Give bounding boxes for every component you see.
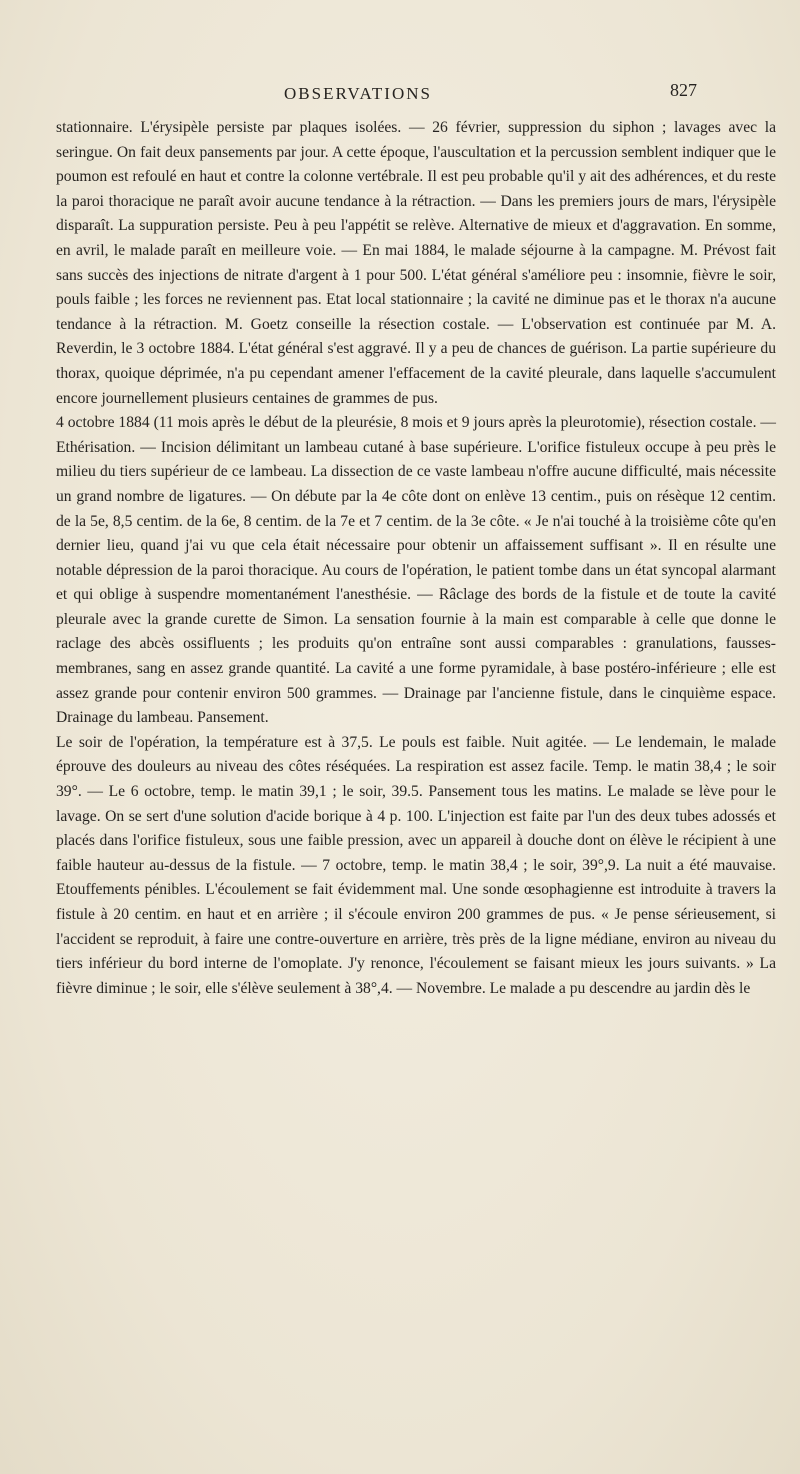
body-text [56, 116, 776, 1001]
paragraph-3: Le soir de l'opération, la température est à 37,5. Le pouls est faible. Nuit agitée. — Le lendemain, le malade éprouve des douleurs au niveau des côtes réséquées. La respiration est assez facile. Temp. le matin 38,4 ; le soir 39°. — Le 6 octobre, temp. le matin 39,1 ; le soir, 39.5. Pansement tous les matins. Le malade se lève pour le lavage. On se sert d'une solution d'acide borique à 4 p. 100. L'injection est faite par l'un des deux tubes adossés et placés dans l'orifice fistuleux, sous une faible pression, avec un appareil à douche dont on élève le récipient à une faible hauteur au-dessus de la fistule. — 7 octobre, temp. le matin 38,4 ; le soir, 39°,9. La nuit a été mauvaise. Etouffements pénibles. L'écoulement se fait évidemment mal. Une sonde œsophagienne est introduite à travers la fistule à 20 centim. en haut et en arrière ; il s'écoule environ 200 grammes de pus. « Je pense sérieusement, si l'accident se reproduit, à faire une contre-ouverture en arrière, très près de la ligne médiane, environ au niveau du tiers inférieur du bord interne de l'omoplate. J'y renonce, l'écoulement se faisant mieux les jours suivants. » La fièvre diminue ; le soir, elle s'élève seulement à 38°,4. — Novembre. Le malade a pu descendre au jardin dès le [56, 733, 776, 997]
running-head: OBSERVATIONS [284, 84, 432, 103]
paragraph-2: 4 octobre 1884 (11 mois après le début de la pleurésie, 8 mois et 9 jours après la pleurotomie), résection costale. — Ethérisation. — Incision délimitant un lambeau cutané à base supérieure. L'orifice fistuleux occupe à peu près le milieu du tiers supérieur de ce lambeau. La dissection de ce vaste lambeau n'offre aucune difficulté, mais nécessite un grand nombre de ligatures. — On débute par la 4e côte dont on enlève 13 centim., puis on résèque 12 centim. de la 5e, 8,5 centim. de la 6e, 8 centim. de la 7e et 7 centim. de la 3e côte. « Je n'ai touché à la troisième côte qu'en dernier lieu, quand j'ai vu que cela était nécessaire pour obtenir un affaissement suffisant ». Il en résulte une notable dépression de la paroi thoracique. Au cours de l'opération, le patient tombe dans un état syncopal alarmant et qui oblige à suspendre momentanément l'anesthésie. — Râclage des bords de la fistule et de toute la cavité pleurale avec la grande curette de Simon. La sensation fournie à la main est comparable à celle que donne le raclage des abcès ossifluents ; les produits qu'on entraîne sont aussi comparables : granulations, fausses-membranes, sang en assez grande quantité. La cavité a une forme pyramidale, à base postéro-inférieure ; elle est assez grande pour contenir environ 500 grammes. — Drainage par l'ancienne fistule, dans le cinquième espace. Drainage du lambeau. Pansement. [56, 414, 776, 727]
page-header [0, 80, 800, 110]
page-number: 827 [670, 80, 697, 100]
paragraph-1: stationnaire. L'érysipèle persiste par plaques isolées. — 26 février, suppression du siphon ; lavages avec la seringue. On fait deux pansements par jour. A cette époque, l'auscultation et la percussion semblent indiquer que le poumon est refoulé en haut et contre la colonne vertébrale. Il est peu probable qu'il y ait des adhérences, et du reste la paroi thoracique ne paraît avoir aucune tendance à la rétraction. — Dans les premiers jours de mars, l'érysipèle disparaît. La suppuration persiste. Peu à peu l'appétit se relève. Alternative de mieux et d'aggravation. En somme, en avril, le malade paraît en meilleure voie. — En mai 1884, le malade séjourne à la campagne. M. Prévost fait sans succès des injections de nitrate d'argent à 1 pour 500. L'état général s'améliore peu : insomnie, fièvre le soir, pouls faible ; les forces ne reviennent pas. Etat local stationnaire ; la cavité ne diminue pas et le thorax n'a aucune tendance à la rétraction. M. Goetz conseille la résection costale. — L'observation est continuée par M. A. Reverdin, le 3 octobre 1884. L'état général s'est aggravé. Il y a peu de chances de guérison. La partie supérieure du thorax, quoique déprimée, n'a pu cependant amener l'effacement de la cavité pleurale, dans laquelle s'accumulent encore journellement plusieurs centaines de grammes de pus. [56, 119, 776, 407]
